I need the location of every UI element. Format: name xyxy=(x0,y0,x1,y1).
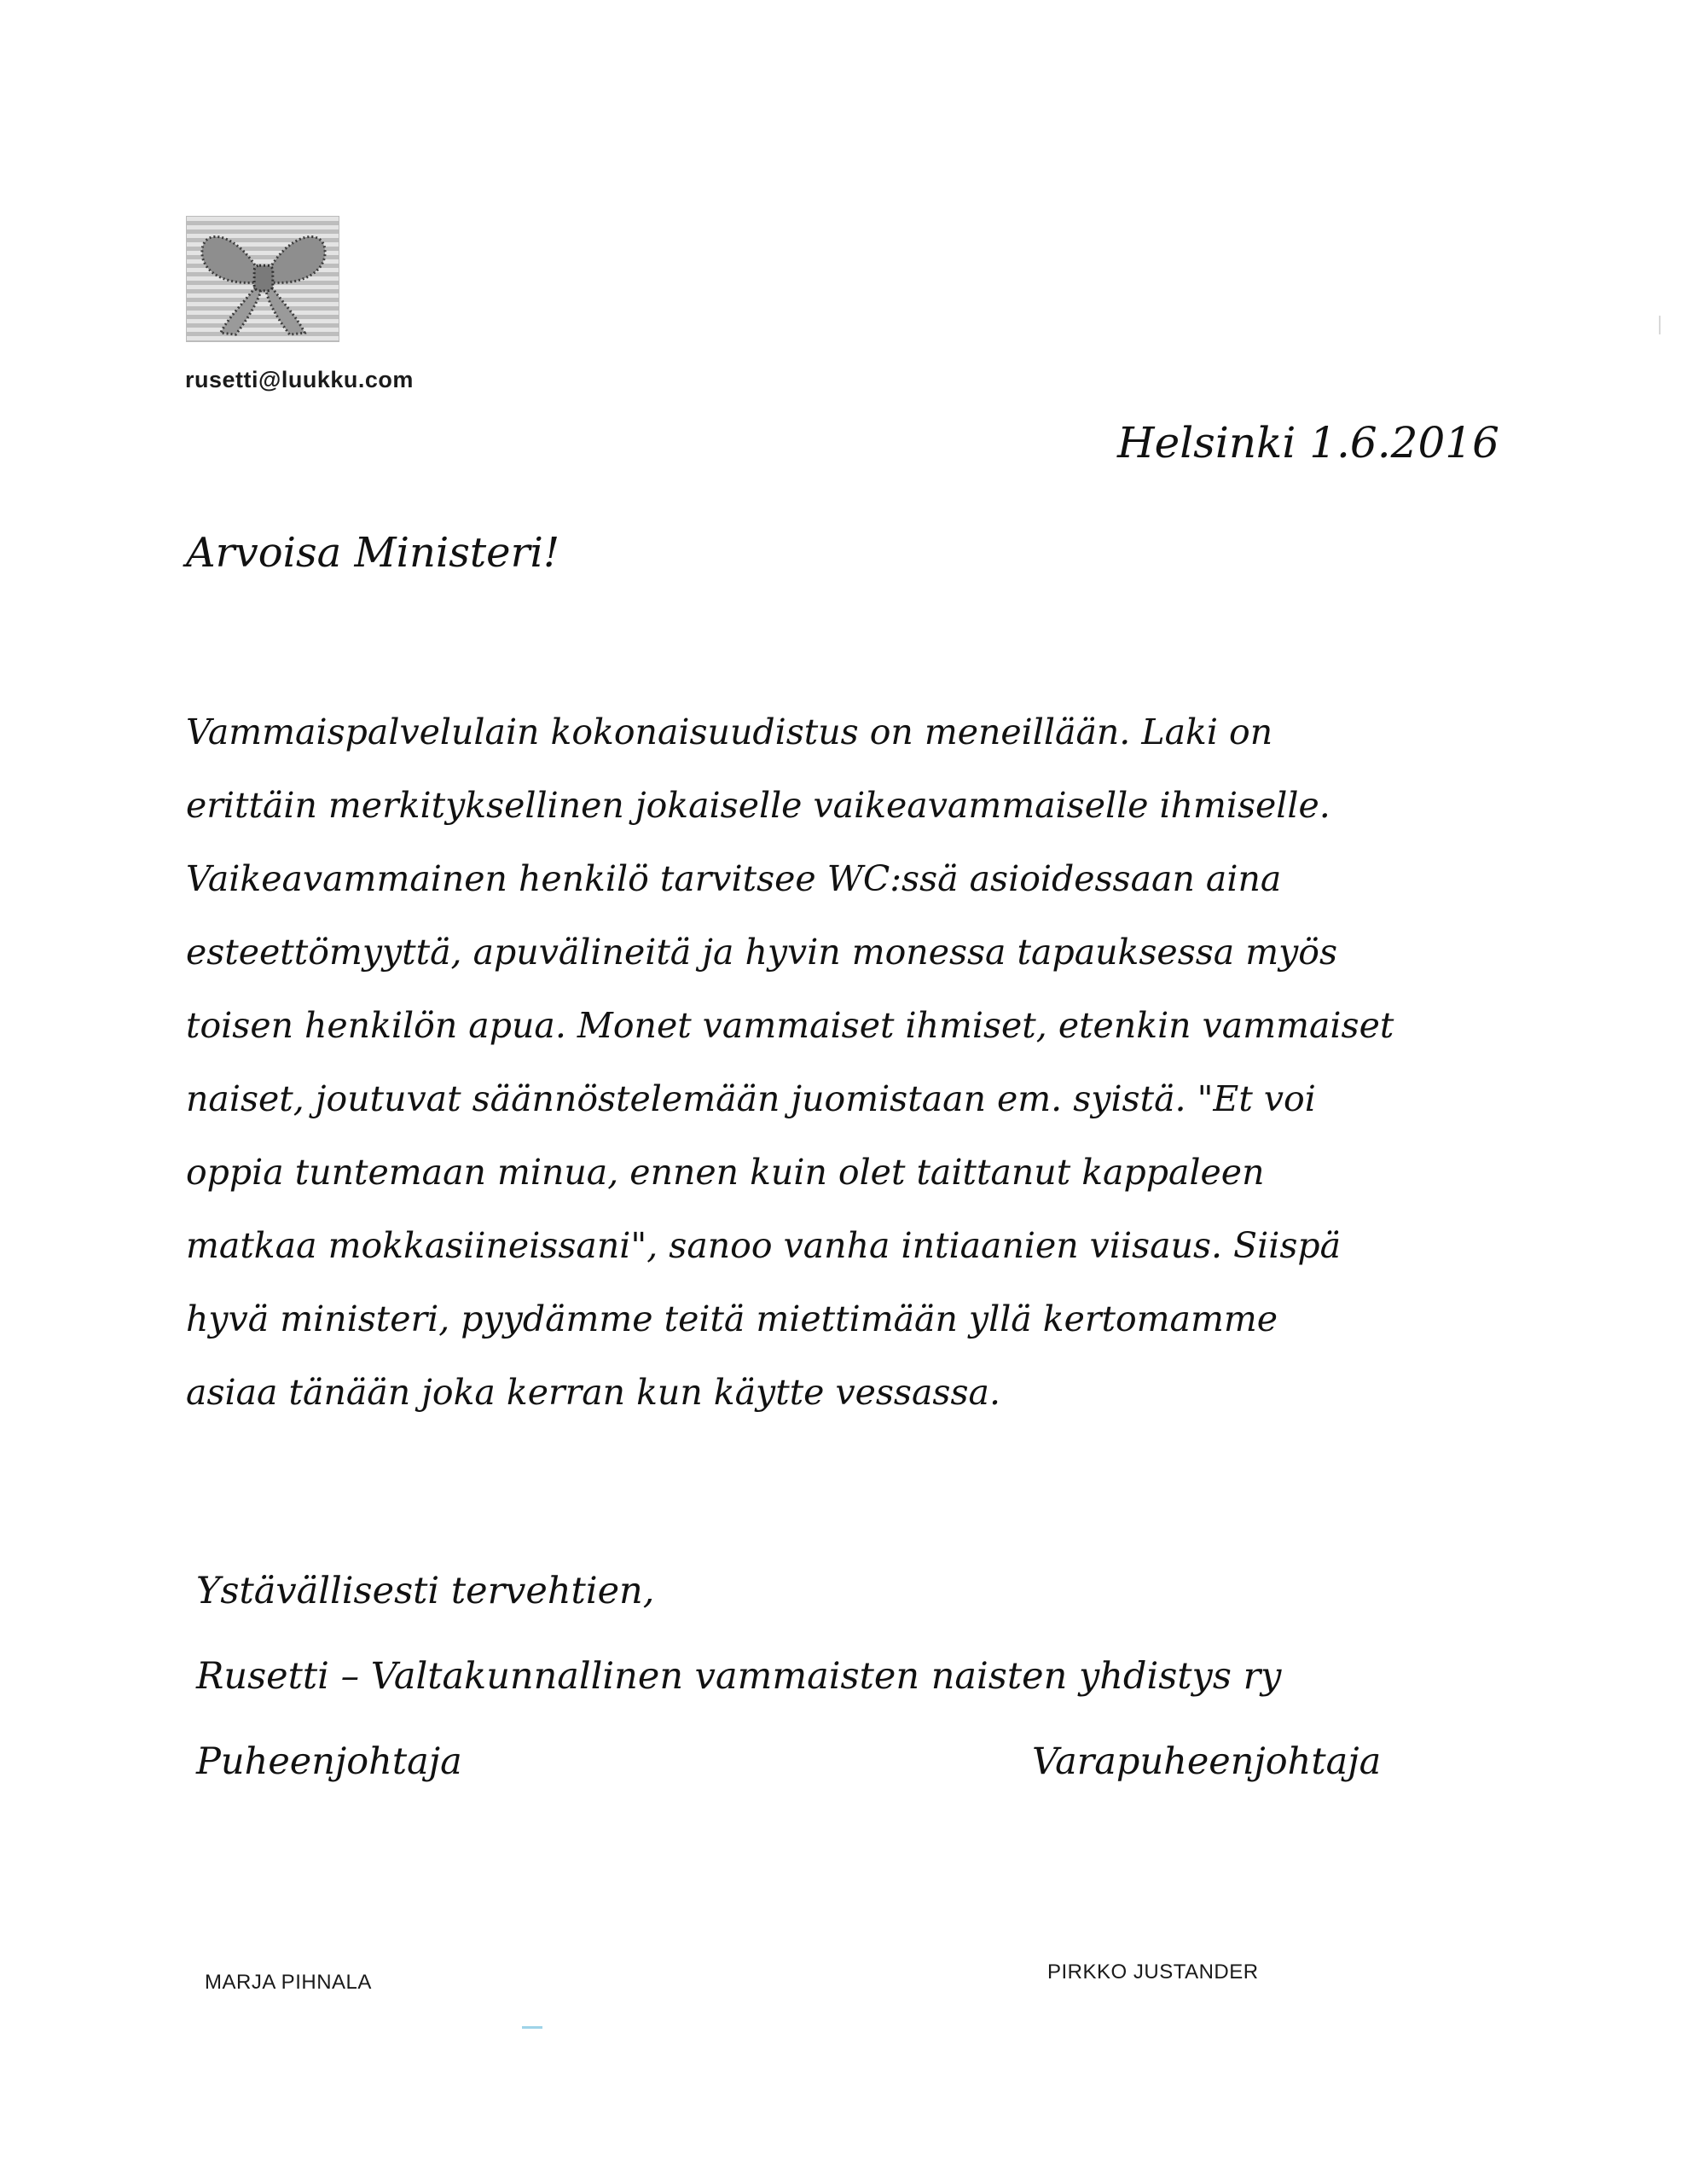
email-address: rusetti@luukku.com xyxy=(185,367,414,392)
letter-body: Vammaispalvelulain kokonaisuudistus on meneillään. Laki on erittäin merkityksellinen jokaiselle vaikeavammaiselle ihmiselle. Vaikeavammainen henkilö tarvitsee WC:ssä asioidessaan aina esteettömyyttä, apuvälineitä ja hyvin monessa tapauksessa myös toisen henkilön apua. Monet vammaiset ihmiset, etenkin vammaiset naiset, joutuvat säännöstelemään juomistaan em. syistä. "Et voi oppia tuntemaan minua, ennen kuin olet taittanut kappaleen matkaa mokkasiineissani", sanoo vanha intiaanien viisaus. Siispä hyvä ministeri, pyydämme teitä miettimään yllä kertomamme asiaa tänään joka kerran kun käytte vessassa. xyxy=(186,712,1394,1413)
chairperson-role: Puheenjohtaja xyxy=(196,1740,462,1783)
organization-name: Rusetti – Valtakunnallinen vammaisten naisten yhdistys ry xyxy=(196,1655,1282,1698)
scan-edge-mark xyxy=(1659,316,1661,334)
chairperson-name: MARJA PIHNALA xyxy=(205,1971,372,1994)
vice-chairperson-name: PIRKKO JUSTANDER xyxy=(1047,1960,1259,1984)
letter-date: Helsinki 1.6.2016 xyxy=(1117,418,1499,468)
scan-mark xyxy=(522,2026,542,2029)
rusetti-bow-logo xyxy=(186,216,339,342)
vice-chairperson-role: Varapuheenjohtaja xyxy=(1032,1740,1382,1783)
bow-icon xyxy=(187,217,339,341)
letter-greeting: Arvoisa Ministeri! xyxy=(186,529,560,577)
letter-closing: Ystävällisesti tervehtien, xyxy=(196,1570,655,1612)
